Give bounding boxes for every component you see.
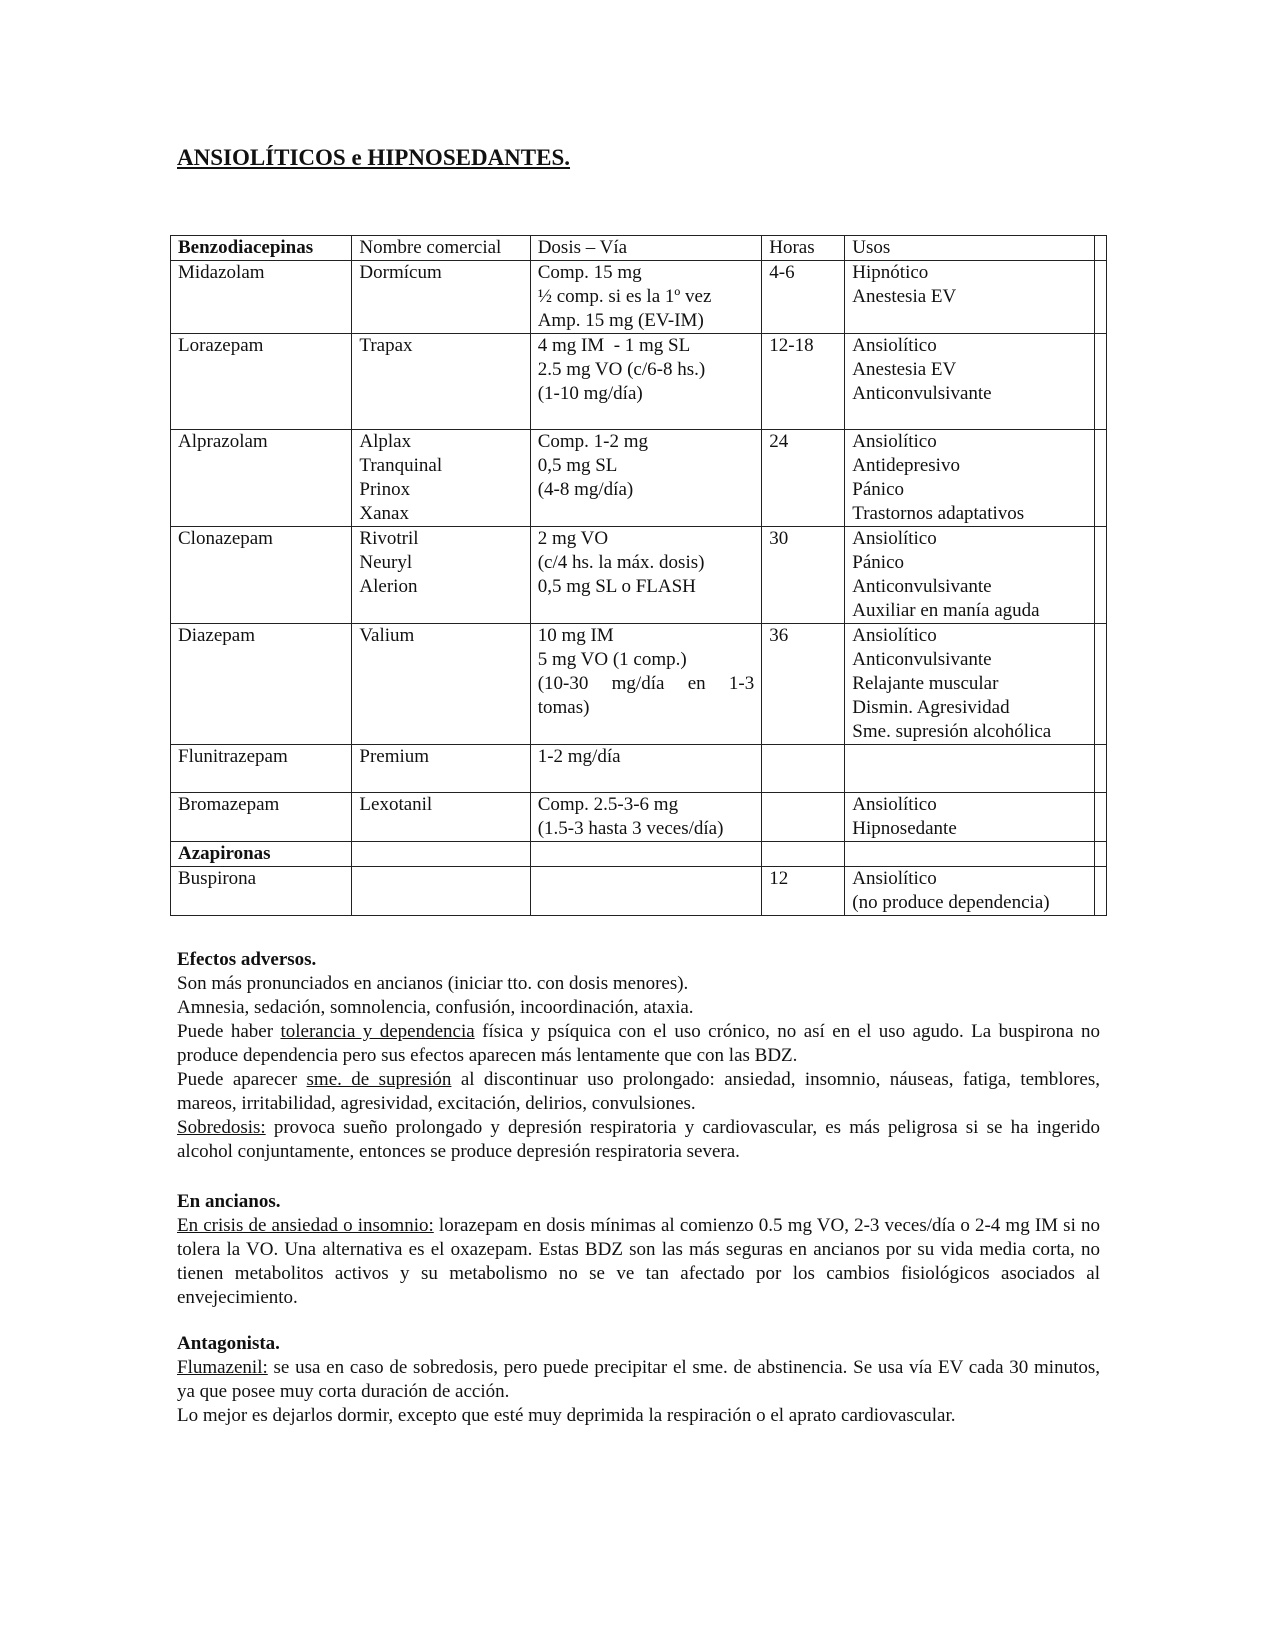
- table-header-row: [171, 236, 1107, 261]
- brand-name: Tranquinal: [359, 455, 443, 476]
- uses-cell: [845, 867, 1095, 916]
- hours-cell: [762, 793, 845, 842]
- empty-cell: [530, 867, 762, 916]
- brand-name: Neuryl: [359, 552, 413, 573]
- underlined-term: Flumazenil:: [177, 1357, 268, 1378]
- hours-cell: 30: [762, 527, 845, 624]
- drug-name: Lorazepam: [171, 334, 352, 430]
- dose-line: Amp. 15 mg (EV-IM): [537, 310, 704, 331]
- use-line: Pánico: [852, 479, 905, 500]
- uses-cell: [845, 527, 1095, 624]
- dose-cell: [530, 527, 762, 624]
- text-run: lorazepam en dosis mínimas al comienzo 0.5 mg VO, 2-3 veces/día o 2-4 mg IM si no tolera la VO. Una alternativa es el oxazepam. Estas BDZ son las más seguras en ancianos por su vida media corta, no tienen metabolitos activos y su metabolismo no se ve tan afectado por los cambios fisiológicos asociados al envejecimiento.: [177, 1215, 1100, 1308]
- dose-line: 0,5 mg SL o FLASH: [537, 576, 696, 597]
- dose-cell: [530, 430, 762, 527]
- extra-cell: [1095, 527, 1107, 624]
- dose-cell: [530, 745, 762, 793]
- text-run: al discontinuar uso prolongado: ansiedad, insomnio, náuseas, fatiga, temblores, mareos, irritabilidad, agresividad, excitación, delirios, convulsiones.: [177, 1069, 1100, 1114]
- drug-name: Flunitrazepam: [171, 745, 352, 793]
- dose-line: (1-10 mg/día): [537, 383, 643, 404]
- paragraph: [177, 1068, 1100, 1116]
- dose-cell: [530, 261, 762, 334]
- section-title: Efectos adversos.: [177, 949, 317, 970]
- use-line: Sme. supresión alcohólica: [852, 721, 1052, 742]
- use-line: Anestesia EV: [852, 359, 957, 380]
- azapironas-header: Azapironas: [171, 842, 352, 867]
- drug-name: Buspirona: [171, 867, 352, 916]
- drug-name: Diazepam: [171, 624, 352, 745]
- use-line: Pánico: [852, 552, 905, 573]
- empty-cell: [352, 842, 530, 867]
- use-line: Ansiolítico: [852, 431, 937, 452]
- empty-cell: [762, 842, 845, 867]
- text-run: física y psíquica con el uso crónico, no así en el uso agudo. La buspirona no produce dependencia pero sus efectos aparecen más lentamente que con las BDZ.: [177, 1021, 1100, 1066]
- paragraph: [177, 1020, 1100, 1068]
- extra-cell: [1095, 867, 1107, 916]
- table-row: [171, 527, 1107, 624]
- table-row: [171, 793, 1107, 842]
- extra-cell: [1095, 236, 1107, 261]
- use-line: Ansiolítico: [852, 335, 937, 356]
- dose-line: (10-30 mg/día en 1-3: [537, 673, 755, 694]
- drug-name: Alprazolam: [171, 430, 352, 527]
- hours-cell: 24: [762, 430, 845, 527]
- brand-name: Trapax: [359, 335, 413, 356]
- brand-name: Rivotril: [359, 528, 419, 549]
- text-run: provoca sueño prolongado y depresión respiratoria y cardiovascular, es más peligrosa si se ha ingerido alcohol conjuntamente, entonces se produce depresión respiratoria severa.: [177, 1117, 1100, 1162]
- paragraph: [177, 1356, 1100, 1404]
- hours-cell: [762, 745, 845, 793]
- dose-line: Comp. 2.5-3-6 mg: [537, 794, 679, 815]
- table-row: [171, 261, 1107, 334]
- extra-cell: [1095, 430, 1107, 527]
- paragraph: [177, 1116, 1100, 1164]
- underlined-term: Sobredosis:: [177, 1117, 266, 1138]
- brand-name: Alerion: [359, 576, 418, 597]
- uses-cell: [845, 430, 1095, 527]
- brand-cell: [352, 793, 530, 842]
- dose-line: (1.5-3 hasta 3 veces/día): [537, 818, 724, 839]
- brand-cell: [352, 334, 530, 430]
- extra-cell: [1095, 624, 1107, 745]
- extra-cell: [1095, 334, 1107, 430]
- paragraph: Son más pronunciados en ancianos (iniciar tto. con dosis menores).: [177, 973, 689, 994]
- brand-name: Lexotanil: [359, 794, 433, 815]
- empty-cell: [352, 867, 530, 916]
- text-run: Puede haber: [177, 1021, 281, 1042]
- extra-cell: [1095, 745, 1107, 793]
- underlined-term: sme. de supresión: [306, 1069, 452, 1090]
- dose-line: Comp. 15 mg: [537, 262, 642, 283]
- use-line: (no produce dependencia): [852, 892, 1050, 913]
- underlined-term: tolerancia y dependencia: [280, 1021, 475, 1042]
- brand-name: Dormícum: [359, 262, 442, 283]
- use-line: Anticonvulsivante: [852, 649, 992, 670]
- use-line: Dismin. Agresividad: [852, 697, 1010, 718]
- dose-cell: [530, 624, 762, 745]
- paragraph: [177, 1214, 1100, 1310]
- use-line: Ansiolítico: [852, 794, 937, 815]
- section-en-ancianos: [177, 1190, 1100, 1310]
- use-line: Ansiolítico: [852, 528, 937, 549]
- drug-name: Midazolam: [171, 261, 352, 334]
- dose-line: tomas): [537, 697, 590, 718]
- table-row: [171, 430, 1107, 527]
- use-line: Antidepresivo: [852, 455, 960, 476]
- text-run: se usa en caso de sobredosis, pero puede precipitar el sme. de abstinencia. Se usa vía EV cada 30 minutos, ya que posee muy corta duración de acción.: [177, 1357, 1100, 1402]
- use-line: Hipnosedante: [852, 818, 957, 839]
- brand-cell: [352, 624, 530, 745]
- header-horas: Horas: [762, 236, 845, 261]
- header-dosis-via: Dosis – Vía: [530, 236, 762, 261]
- use-line: Anticonvulsivante: [852, 383, 992, 404]
- brand-name: Alplax: [359, 431, 412, 452]
- extra-cell: [1095, 793, 1107, 842]
- brand-name: Prinox: [359, 479, 411, 500]
- dose-line: ½ comp. si es la 1º vez: [537, 286, 712, 307]
- dose-cell: [530, 793, 762, 842]
- paragraph: Amnesia, sedación, somnolencia, confusión, incoordinación, ataxia.: [177, 997, 694, 1018]
- section-antagonista: [177, 1332, 1100, 1428]
- brand-cell: [352, 745, 530, 793]
- section-efectos-adversos: [177, 948, 1100, 1164]
- uses-cell: [845, 793, 1095, 842]
- header-benzodiacepinas: Benzodiacepinas: [171, 236, 352, 261]
- hours-cell: 36: [762, 624, 845, 745]
- dose-line: 1-2 mg/día: [537, 746, 621, 767]
- use-line: Anticonvulsivante: [852, 576, 992, 597]
- section-title: Antagonista.: [177, 1333, 280, 1354]
- dose-cell: [530, 334, 762, 430]
- uses-cell: [845, 334, 1095, 430]
- dose-line: 5 mg VO (1 comp.): [537, 649, 687, 670]
- uses-cell: [845, 624, 1095, 745]
- extra-cell: [1095, 261, 1107, 334]
- dose-line: (4-8 mg/día): [537, 479, 634, 500]
- use-line: Auxiliar en manía aguda: [852, 600, 1040, 621]
- brand-name: Premium: [359, 746, 430, 767]
- dose-line: 10 mg IM: [537, 625, 614, 646]
- dose-line: Comp. 1-2 mg: [537, 431, 649, 452]
- drug-name: Clonazepam: [171, 527, 352, 624]
- page-title: ANSIOLÍTICOS e HIPNOSEDANTES.: [177, 145, 571, 170]
- uses-cell: [845, 261, 1095, 334]
- dose-line: 4 mg IM - 1 mg SL: [537, 335, 691, 356]
- brand-cell: [352, 430, 530, 527]
- dose-line: 0,5 mg SL: [537, 455, 618, 476]
- paragraph: Lo mejor es dejarlos dormir, excepto que esté muy deprimida la respiración o el aprato cardiovascular.: [177, 1405, 956, 1426]
- use-line: Hipnótico: [852, 262, 929, 283]
- drug-name: Bromazepam: [171, 793, 352, 842]
- brand-cell: [352, 527, 530, 624]
- uses-cell: [845, 745, 1095, 793]
- use-line: Anestesia EV: [852, 286, 957, 307]
- table-row: [171, 334, 1107, 430]
- table-row: [171, 624, 1107, 745]
- hours-cell: 12-18: [762, 334, 845, 430]
- dose-line: (c/4 hs. la máx. dosis): [537, 552, 705, 573]
- extra-cell: [1095, 842, 1107, 867]
- use-line: Ansiolítico: [852, 868, 937, 889]
- hours-cell: 4-6: [762, 261, 845, 334]
- drug-table: [170, 235, 1107, 916]
- dose-line: 2.5 mg VO (c/6-8 hs.): [537, 359, 706, 380]
- azapironas-header-row: [171, 842, 1107, 867]
- table-row: [171, 867, 1107, 916]
- underlined-term: En crisis de ansiedad o insomnio:: [177, 1215, 434, 1236]
- empty-cell: [845, 842, 1095, 867]
- use-line: Trastornos adaptativos: [852, 503, 1025, 524]
- header-nombre-comercial: Nombre comercial: [352, 236, 530, 261]
- section-title: En ancianos.: [177, 1191, 281, 1212]
- brand-cell: [352, 261, 530, 334]
- header-usos: Usos: [845, 236, 1095, 261]
- brand-name: Valium: [359, 625, 415, 646]
- empty-cell: [530, 842, 762, 867]
- dose-line: 2 mg VO: [537, 528, 609, 549]
- use-line: Ansiolítico: [852, 625, 937, 646]
- text-run: Puede aparecer: [177, 1069, 307, 1090]
- brand-name: Xanax: [359, 503, 409, 524]
- table-row: [171, 745, 1107, 793]
- hours-cell: 12: [762, 867, 845, 916]
- use-line: Relajante muscular: [852, 673, 999, 694]
